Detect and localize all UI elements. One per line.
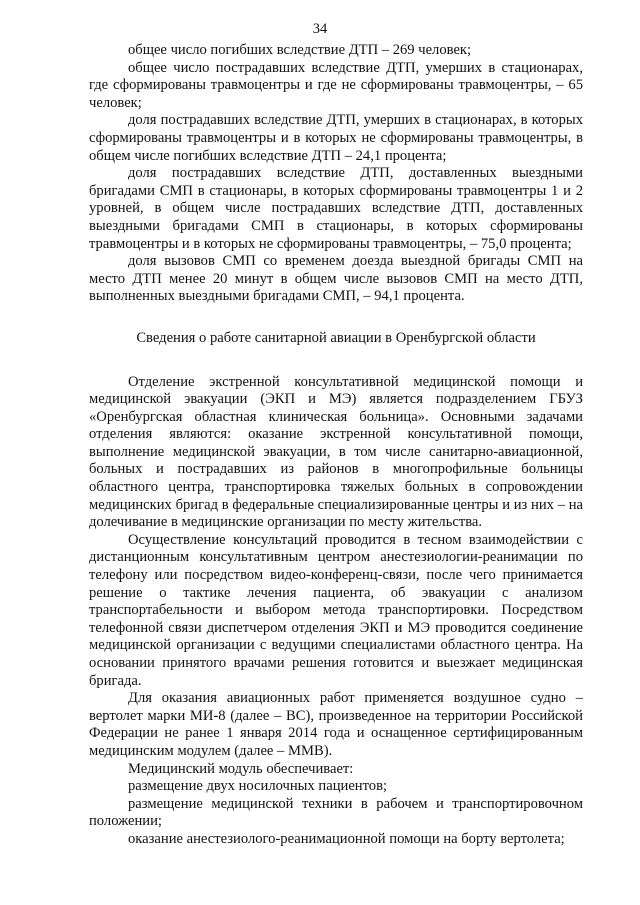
paragraph: доля вызовов СМП со временем доезда выездной бригады СМП на место ДТП менее 20 минут в общем числе вызовов СМП на место ДТП, выполненных выездными бригадами СМП, – 94,1 процента. [89, 253, 583, 305]
paragraph: Осуществление консультаций проводится в тесном взаимодействии с дистанционным консультативным центром анестезиологии-реанимации по телефону или посредством видео-конференц-связи, после чего принимается решение о тактике лечения пациента, об эвакуации с анализом транспортабельности и выбором метода транспортировки. Посредством телефонной связи диспетчером отделения ЭКП и МЭ проводится соединение медицинской организации с ведущими специалистами областного центра. На основании принятого врачами решения готовится и выезжает медицинская бригада. [89, 531, 583, 689]
paragraph: Отделение экстренной консультативной медицинской помощи и медицинской эвакуации (ЭКП и МЭ) является подразделением ГБУЗ «Оренбургская областная клиническая больница». Основными задачами отделения являются: оказание экстренной консультативной помощи, выполнение медицинской эвакуации, в том числе санитарно-авиационной, больных и пострадавших из районов в многопрофильные больницы областного центра, транспортировка тяжелых больных в сопровождении медицинских бригад в федеральные специализированные центры и из них – на долечивание в медицинские организации по месту жительства. [89, 373, 583, 531]
list-item: размещение медицинской техники в рабочем и транспортировочном положении; [89, 795, 583, 830]
paragraph: общее число погибших вследствие ДТП – 269 человек; [128, 42, 472, 58]
list-item: оказание анестезиолого-реанимационной помощи на борту вертолета; [128, 830, 565, 847]
list-item: размещение двух носилочных пациентов; [128, 778, 388, 795]
document-body [89, 42, 583, 849]
paragraph: доля пострадавших вследствие ДТП, умерших в стационарах, в которых сформированы травмоцентры и в которых не сформированы травмоцентры, в общем числе погибших вследствие ДТП – 24,1 процента; [89, 112, 583, 164]
paragraph: Для оказания авиационных работ применяется воздушное судно – вертолет марки МИ-8 (далее – ВС), произведенное на территории Российской Федерации не ранее 1 января 2014 года и оснащенное сертифицированным медицинским модулем (далее – ММВ). [89, 690, 583, 759]
page-number: 34 [312, 21, 328, 37]
paragraph: общее число пострадавших вследствие ДТП, умерших в стационарах, где сформированы травмоцентры и где не сформированы травмоцентры, – 65 человек; [89, 59, 583, 111]
section-heading: Сведения о работе санитарной авиации в Оренбургской области [136, 329, 536, 346]
paragraph: Медицинский модуль обеспечивает: [128, 760, 354, 777]
paragraph: доля пострадавших вследствие ДТП, доставленных выездными бригадами СМП в стационары, в которых сформированы травмоцентры 1 и 2 уровней, в общем числе пострадавших вследствие ДТП, доставленных выездными бригадами СМП в стационары, в которых сформированы травмоцентры и в которых не сформированы травмоцентры, – 75,0 процента; [89, 165, 583, 252]
